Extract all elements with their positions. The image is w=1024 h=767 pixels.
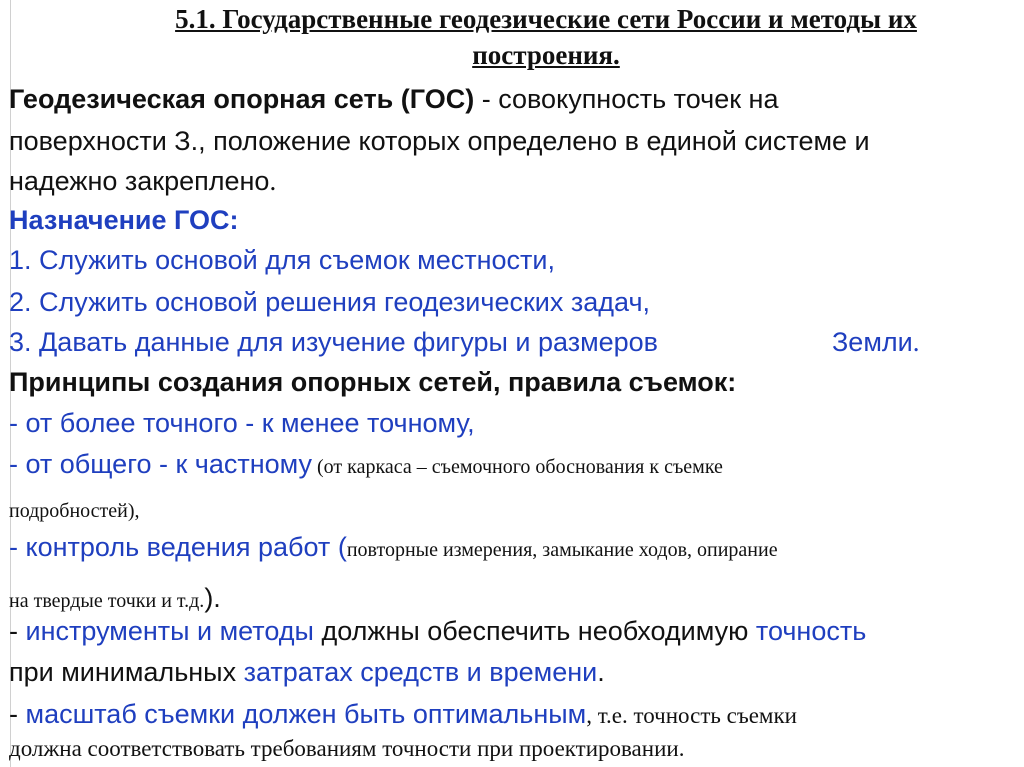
purpose-heading: Назначение ГОС: <box>9 205 239 235</box>
principle-3-end: ). <box>204 583 221 613</box>
purpose-item-3-tail <box>832 327 919 358</box>
definition-line3-text: надежно закреплено <box>9 166 270 196</box>
principle-4-blue1: инструменты и методы <box>25 616 314 646</box>
principle-2-note2: подробностей), <box>9 500 140 522</box>
purpose-item-1: 1. Служить основой для съемок местности, <box>9 245 555 275</box>
purpose-item-3: 3. Давать данные для изучение фигуры и размеров <box>9 327 659 357</box>
principle-4-blue2: точность <box>755 616 867 646</box>
principle-4-blue3: затратах средств и времени <box>243 657 598 687</box>
principle-3-note2-line <box>9 583 221 614</box>
principle-5-rest: , т.е. точность съемки <box>586 703 797 728</box>
principles-heading: Принципы создания опорных сетей, правила съемок: <box>9 367 737 397</box>
principle-3-paren: ( <box>330 532 347 562</box>
principle-3-note2: на твердые точки и т.д. <box>9 590 205 612</box>
principle-2-main: - от общего - к частному <box>9 449 313 479</box>
principle-5-dash: - <box>9 699 26 729</box>
principle-4 <box>9 616 866 647</box>
definition-line2: поверхности З., положение которых определено в единой системе и <box>9 126 870 156</box>
principle-5-line2: должна соответствовать требованиям точности при проектировании. <box>9 736 685 761</box>
principle-2 <box>9 449 723 480</box>
slide-title-line1: 5.1. Государственные геодезические сети России и методы их <box>175 4 917 34</box>
principle-4-dash: - <box>9 616 26 646</box>
principle-5-blue: масштаб съемки должен быть оптимальным <box>25 699 587 729</box>
definition-line3 <box>9 166 276 197</box>
principle-2-note1: (от каркаса – съемочного обоснования к съемке <box>312 456 723 478</box>
definition-text1: - совокупность точек на <box>474 84 779 114</box>
slide-title-line2: построения. <box>472 40 620 70</box>
principle-4-line2 <box>9 657 605 688</box>
principle-4-end: . <box>597 657 605 687</box>
purpose-item-2: 2. Служить основой решения геодезических задач, <box>9 287 651 317</box>
purpose-item-3-tail-text: Земли <box>832 327 913 357</box>
definition-term: Геодезическая опорная сеть (ГОС) <box>9 84 475 114</box>
principle-3 <box>9 532 778 563</box>
principle-4-line2-start: при минимальных <box>9 657 244 687</box>
definition-line3-end: . <box>269 166 277 196</box>
principle-4-mid: должны обеспечить необходимую <box>313 616 756 646</box>
principle-3-note1: повторные измерения, замыкание ходов, опирание <box>346 539 778 561</box>
principle-5 <box>9 699 797 730</box>
purpose-item-3-end: . <box>912 327 920 357</box>
principle-1: - от более точного - к менее точному, <box>9 408 475 438</box>
principle-3-main: - контроль ведения работ <box>9 532 331 562</box>
definition-line1 <box>9 84 778 115</box>
